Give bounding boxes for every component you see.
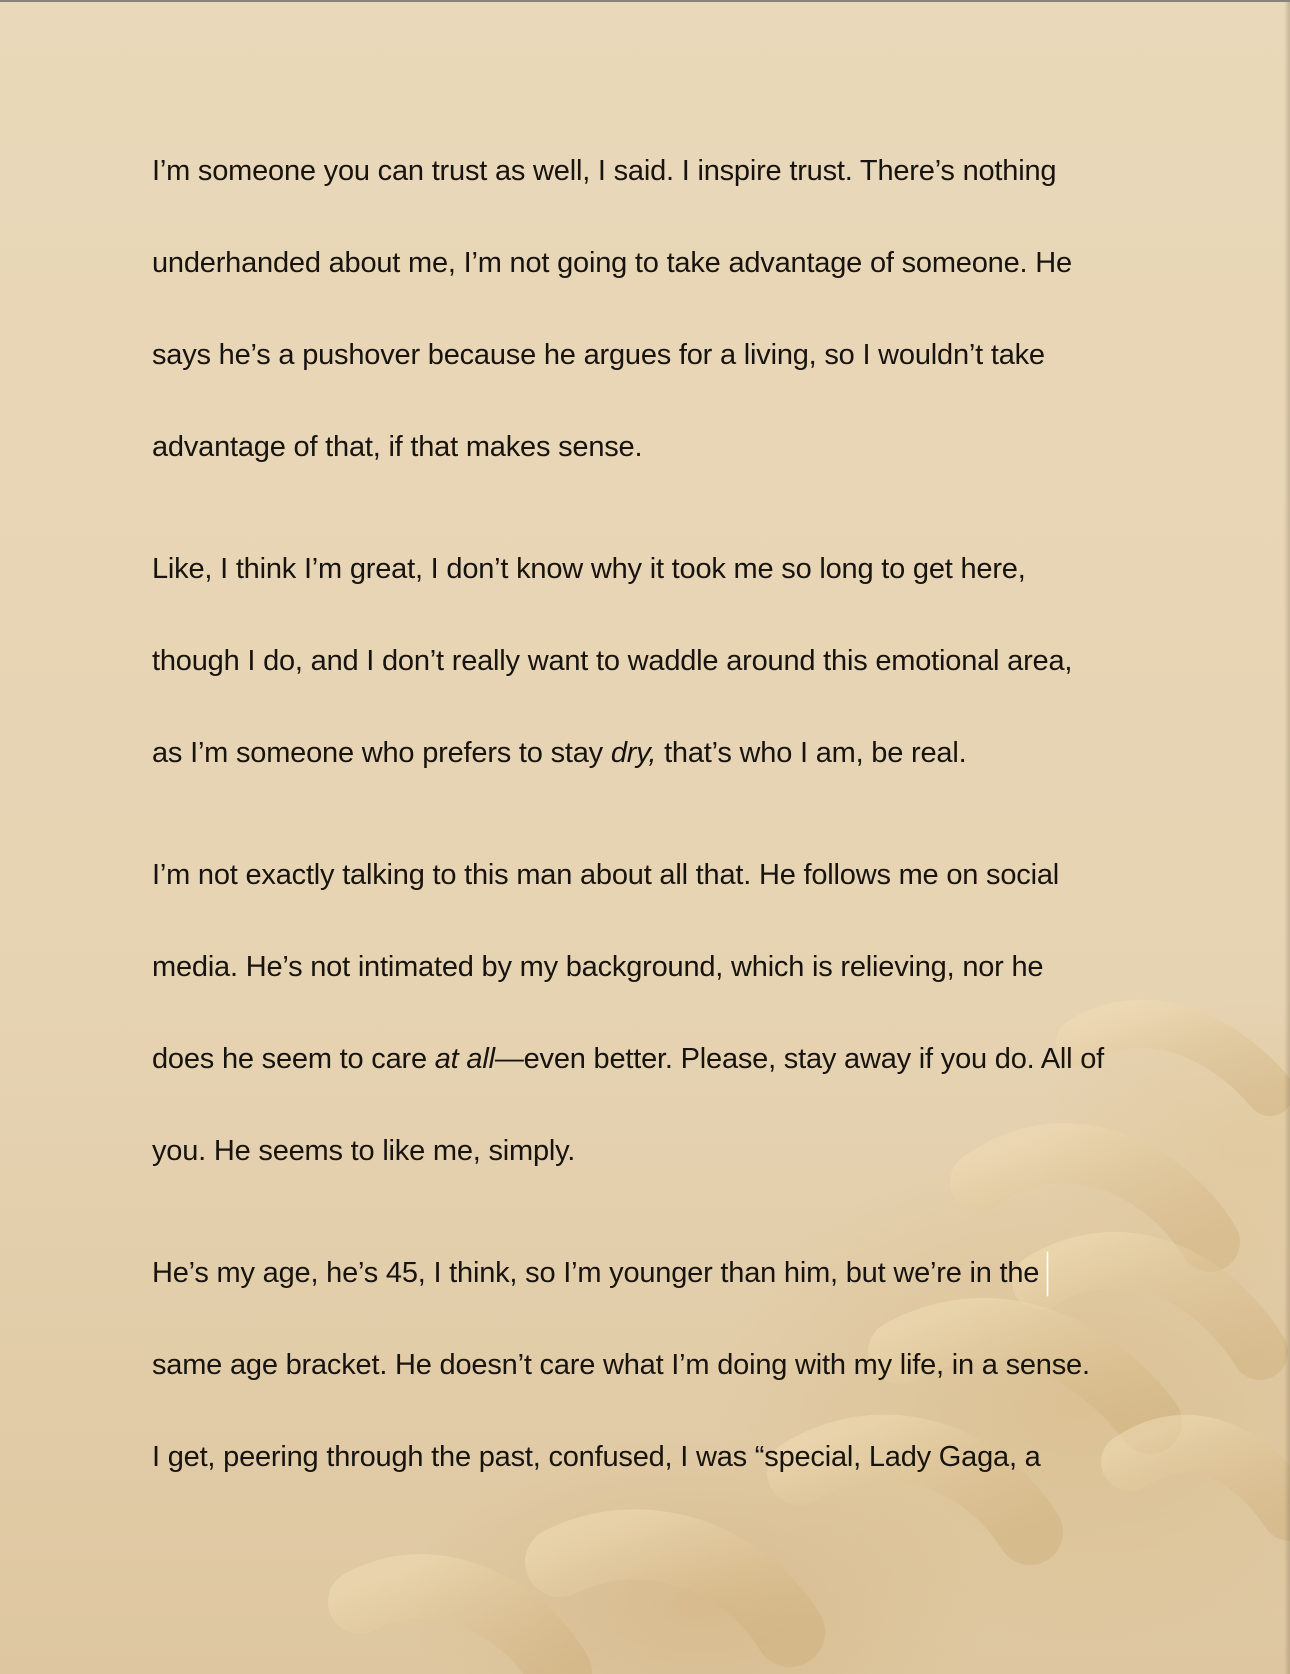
text-segment: I’m not exactly talking to this man about all that. He follows me on social (152, 859, 1059, 891)
text-segment: I’m someone you can trust as well, I said. I inspire trust. There’s nothing (152, 155, 1057, 187)
text-segment: does he seem to care (152, 1043, 435, 1075)
text-line (152, 842, 1162, 934)
text-segment: as I’m someone who prefers to stay (152, 737, 611, 769)
text-segment: Like, I think I’m great, I don’t know why it took me so long to get here, (152, 553, 1026, 585)
text-line (152, 1424, 1162, 1516)
italic-text: at all (434, 1043, 495, 1075)
paragraph (152, 138, 1162, 506)
text-segment: I get, peering through the past, confused, I was “special, Lady Gaga, a (152, 1441, 1041, 1473)
text-segment: advantage of that, if that makes sense. (152, 431, 643, 463)
paragraph (152, 842, 1162, 1210)
text-line (152, 138, 1162, 230)
text-segment: says he’s a pushover because he argues for a living, so I wouldn’t take (152, 339, 1045, 371)
text-segment: He’s my age, he’s 45, I think, so I’m younger than him, but we’re in the (152, 1257, 1040, 1289)
text-segment: underhanded about me, I’m not going to take advantage of someone. He (152, 247, 1072, 279)
text-line (152, 536, 1162, 628)
text-segment: you. He seems to like me, simply. (152, 1135, 576, 1167)
text-line (152, 934, 1162, 1026)
paragraph (152, 536, 1162, 812)
text-line (152, 230, 1162, 322)
text-segment: though I do, and I don’t really want to waddle around this emotional area, (152, 645, 1073, 677)
text-line (152, 720, 1162, 812)
text-segment: same age bracket. He doesn’t care what I’m doing with my life, in a sense. (152, 1349, 1090, 1381)
italic-text: dry, (610, 737, 657, 769)
text-line (152, 322, 1162, 414)
text-line (152, 1332, 1162, 1424)
text-line (152, 1118, 1162, 1210)
text-line (152, 1240, 1162, 1332)
document-body[interactable] (152, 138, 1162, 1546)
page-edge-shadow (1284, 2, 1290, 1674)
text-line (152, 1026, 1162, 1118)
paragraph (152, 1240, 1162, 1516)
text-line (152, 414, 1162, 506)
text-cursor (1047, 1252, 1048, 1296)
text-segment: that’s who I am, be real. (656, 737, 967, 769)
text-segment: media. He’s not intimated by my background, which is relieving, nor he (152, 951, 1044, 983)
text-segment: —even better. Please, stay away if you do. All of (494, 1043, 1105, 1075)
text-line (152, 628, 1162, 720)
